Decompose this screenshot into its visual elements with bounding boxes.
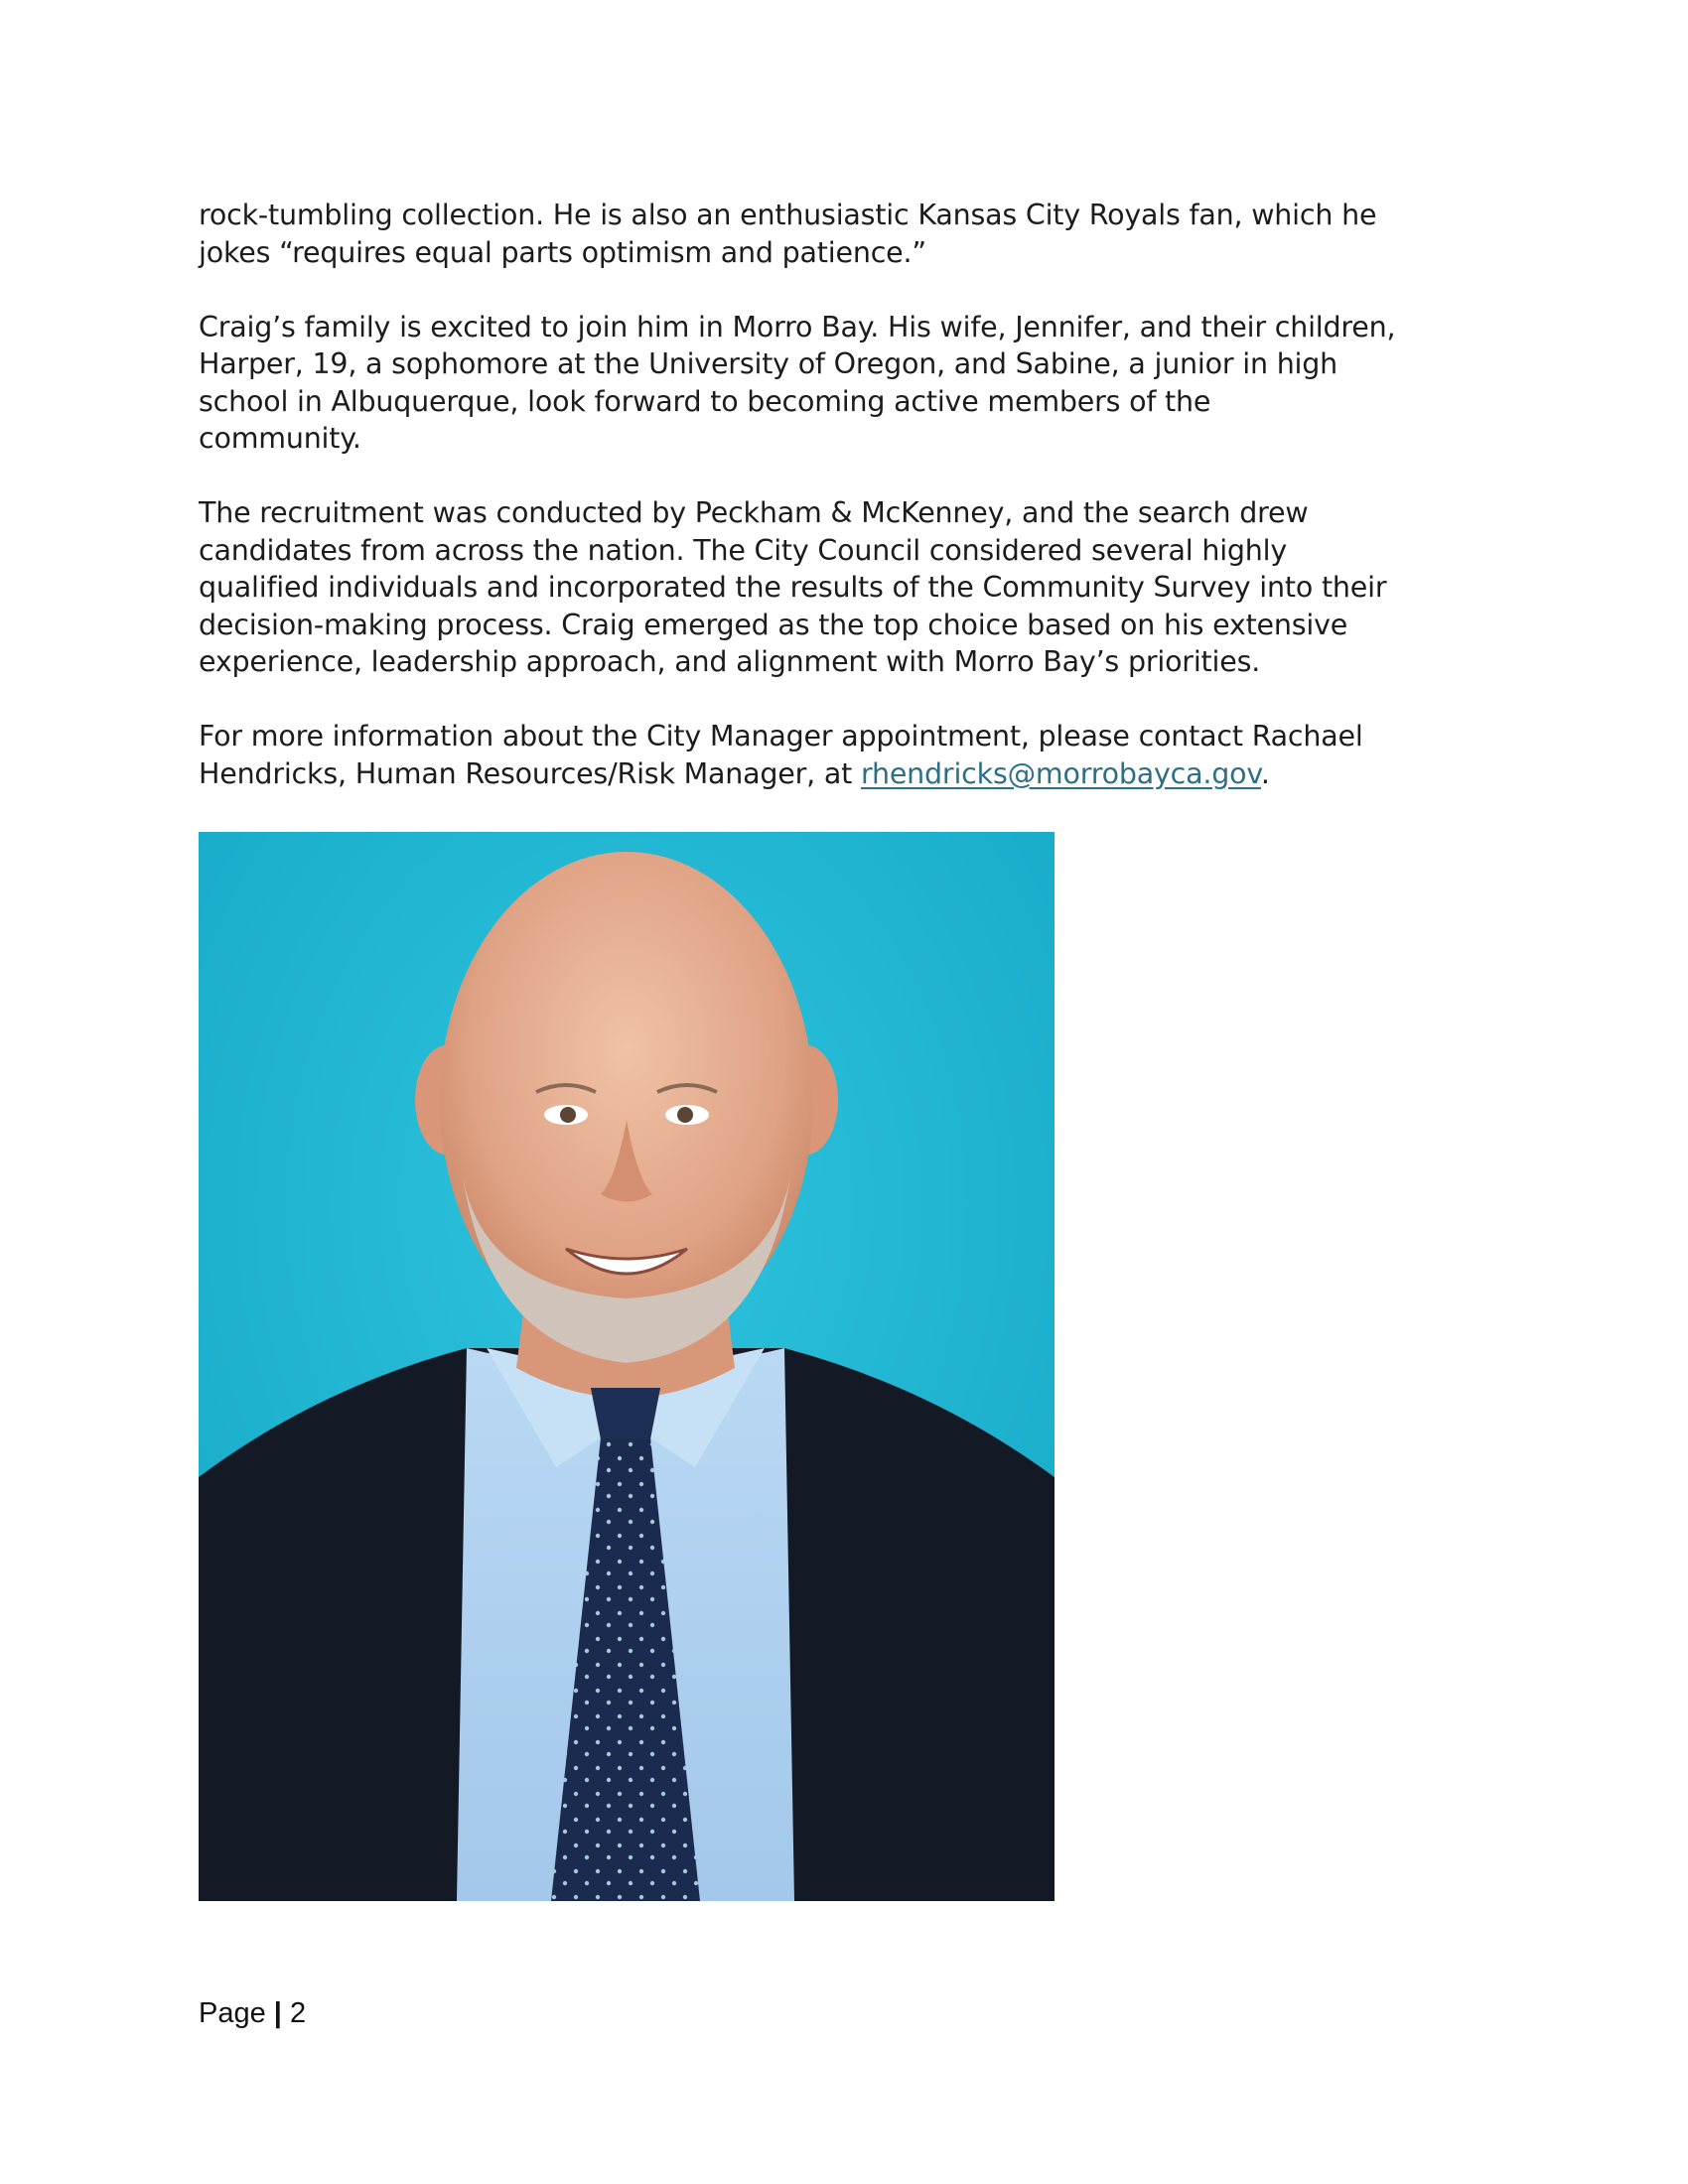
- body-text: [199, 197, 1509, 830]
- email-link[interactable]: rhendricks@morrobayca.gov: [860, 756, 1261, 790]
- contact-period: .: [1260, 756, 1270, 790]
- portrait-photo: [199, 832, 1055, 1901]
- page-separator: |: [273, 1997, 282, 2029]
- contact-text: For more information about the City Manager appointment, please contact Rachael Hendricks, Human Resources/Risk Manager, at: [199, 720, 1363, 790]
- page-number: 2: [289, 1997, 307, 2029]
- paragraph-hobbies: rock-tumbling collection. He is also an enthusiastic Kansas City Royals fan, which he jokes “requires equal parts optimism and patience.”: [199, 199, 1377, 269]
- paragraph-family: Craig’s family is excited to join him in Morro Bay. His wife, Jennifer, and their children, Harper, 19, a sophomore at the University of Oregon, and Sabine, a junior in high school in Albuquerque, look forward to becoming active members of the community.: [199, 310, 1396, 455]
- page-footer: [199, 1997, 306, 2030]
- paragraph-contact: [199, 718, 1509, 792]
- page-label: Page: [199, 1997, 266, 2029]
- paragraph-recruitment: The recruitment was conducted by Peckham & McKenney, and the search drew candidates from across the nation. The City Council considered several highly qualified individuals and incorporated the results of the Community Survey into their decision-making process. Craig emerged as the top choice based on his extensive experience, leadership approach, and alignment with Morro Bay’s priorities.: [199, 496, 1387, 678]
